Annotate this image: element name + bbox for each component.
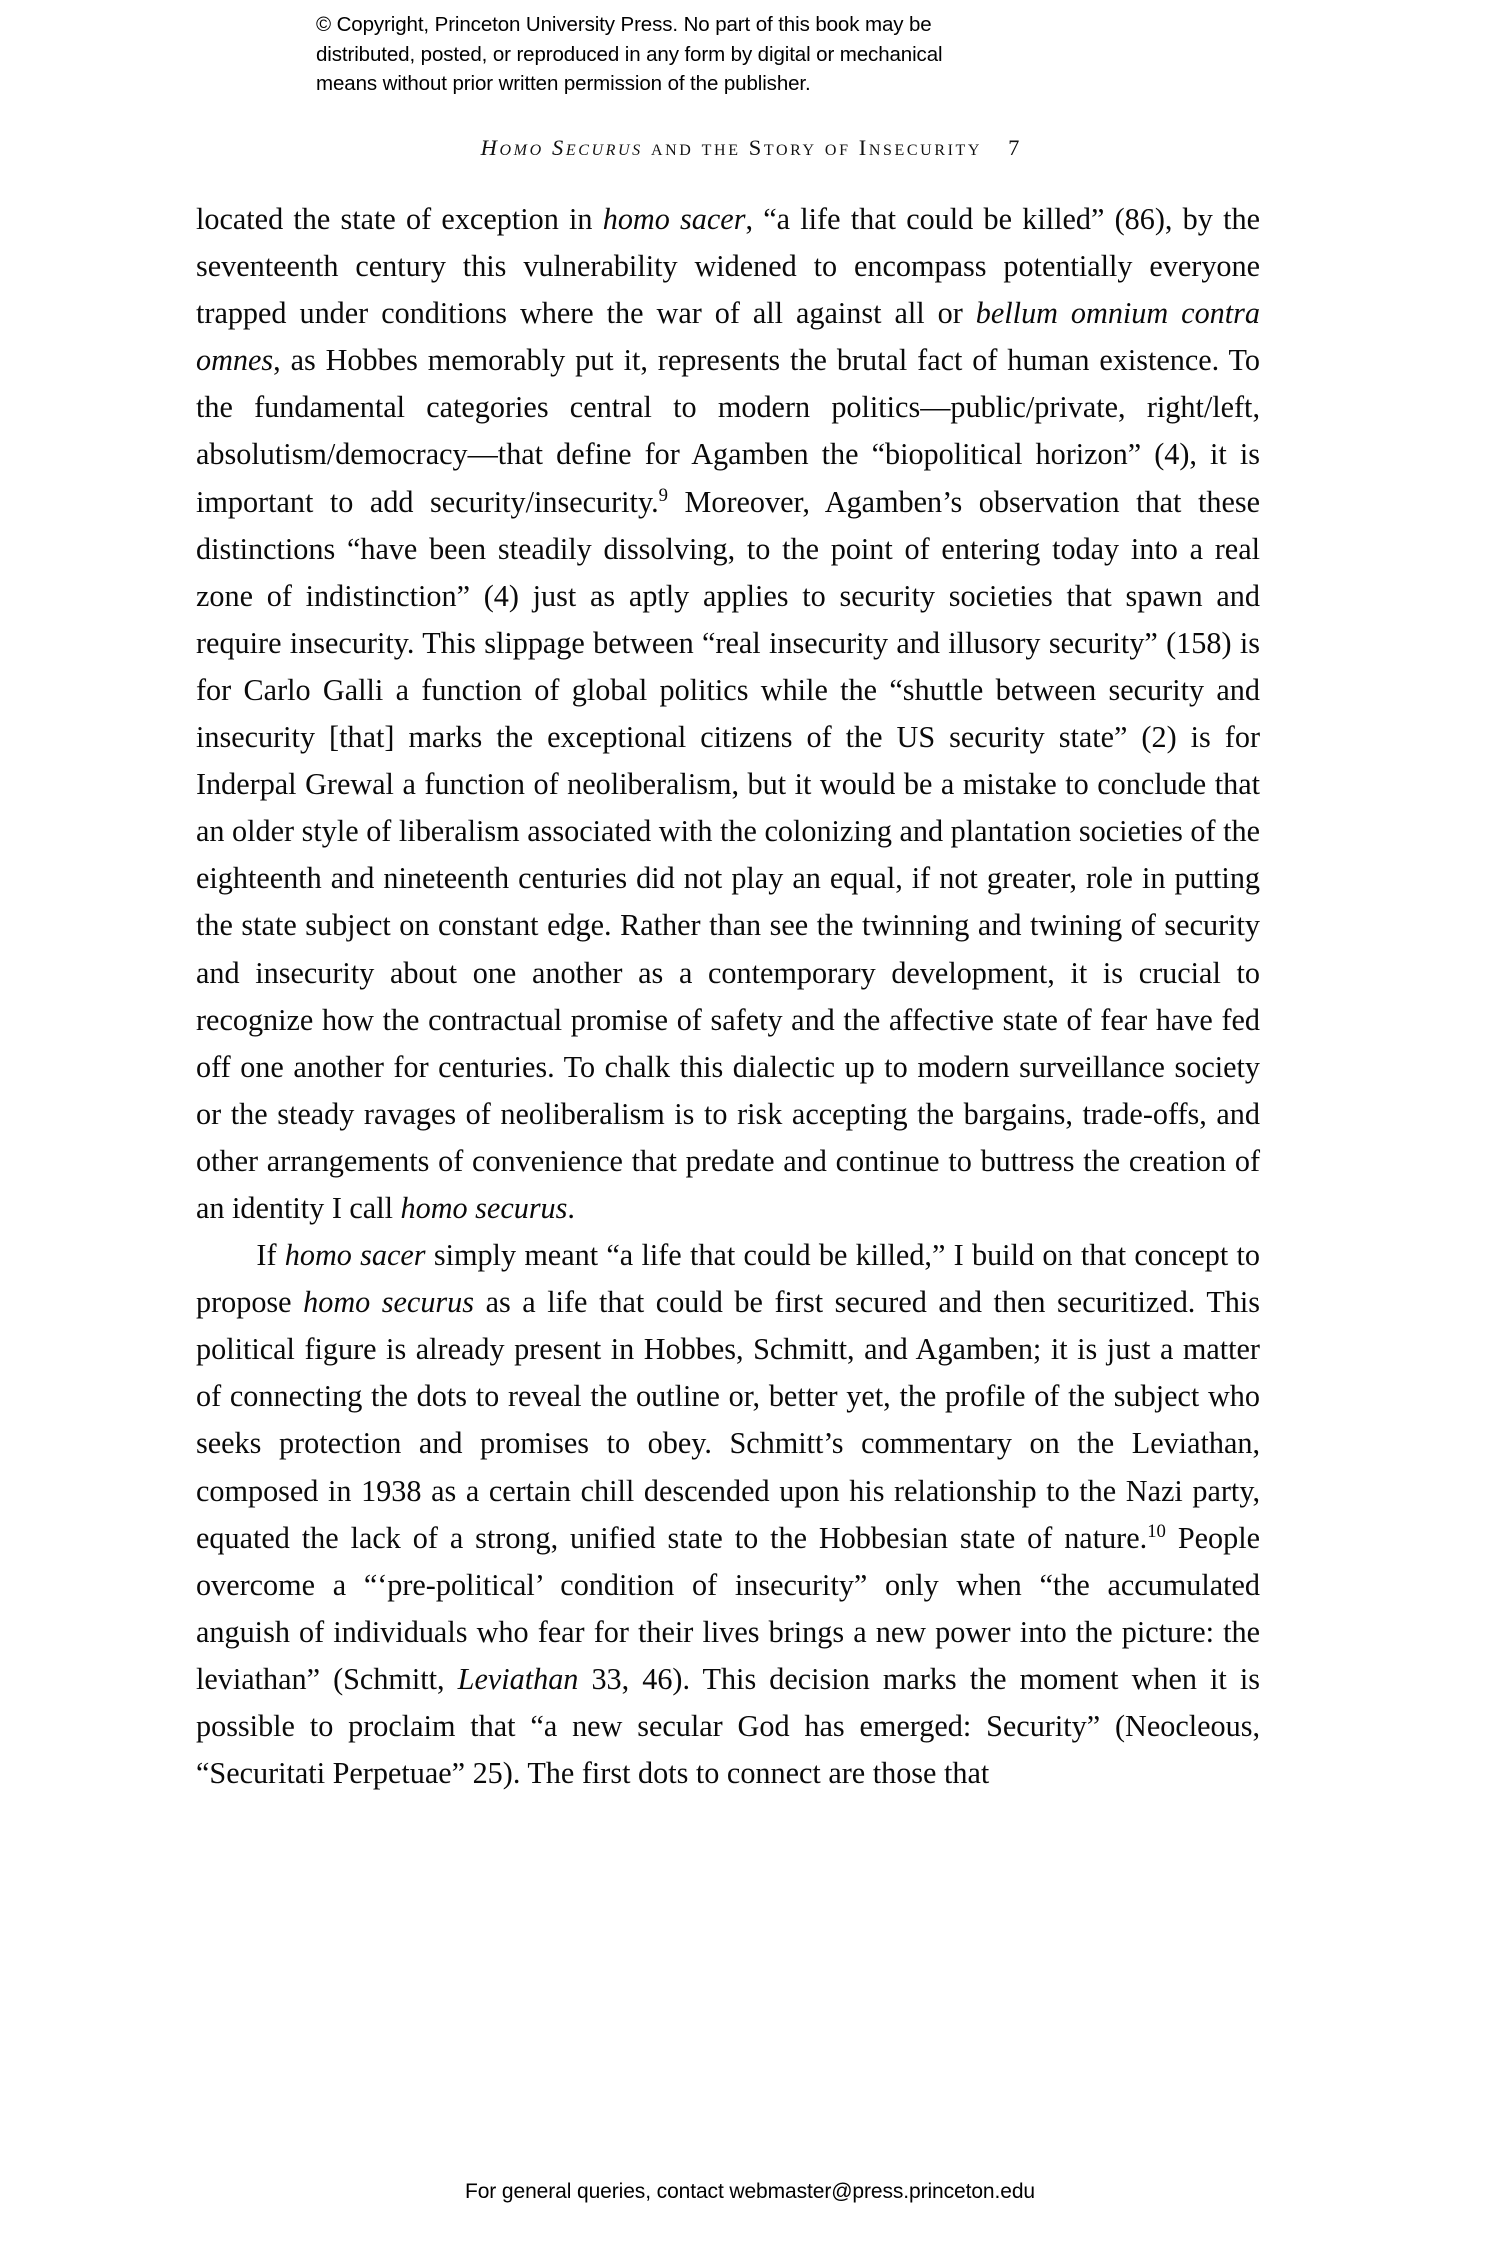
italic-run: homo sacer <box>284 1238 426 1273</box>
running-head-inner <box>481 135 1020 161</box>
paragraph-continuation: located the state of exception in homo sacer, “a life that could be killed” (86), by the seventeenth century this vulnerability widened to encompass potentially everyone trapped under conditions where the war of all against all or bellum omnium contra omnes, as Hobbes memorably put it, represents the brutal fact of human existence. To the fundamental categories central to modern politics—public/private, right/left, absolutism/democracy—that define for Agamben the “biopolitical horizon” (4), it is important to add security/insecurity.$^9$ Moreover, Agamben’s observation that these distinctions “have been steadily dissolving, to the point of entering today into a real zone of indistinction” (4) just as aptly applies to security societies that spawn and require insecurity. This slippage between “real insecurity and illusory security” (158) is for Carlo Galli a function of global politics while the “shuttle between security and insecurity [that] marks the exceptional citizens of the US security state” (2) is for Inderpal Grewal a function of neoliberalism, but it would be a mistake to conclude that an older style of liberalism associated with the colonizing and plantation societies of the eighteenth and nineteenth centuries did not play an equal, if not greater, role in putting the state subject on constant edge. Rather than see the twinning and twining of security and insecurity about one another as a contemporary development, it is crucial to recognize how the contractual promise of safety and the affective state of fear have fed off one another for centuries. To chalk this dialectic up to modern surveillance society or the steady ravages of neoliberalism is to risk accepting the bargains, trade-offs, and other arrangements of convenience that predate and continue to buttress the creation of an identity I call homo securus. <box>196 202 1261 1225</box>
italic-run: homo securus <box>400 1190 568 1225</box>
running-head <box>0 135 1500 161</box>
page-footer <box>0 2180 1500 2204</box>
copyright-notice <box>316 10 1186 99</box>
running-head-title-roman: and the Story of Insecurity <box>642 135 983 160</box>
italic-run: homo securus <box>303 1285 475 1320</box>
body-text-column <box>196 196 1260 1797</box>
running-head-title-italic: Homo Securus <box>480 135 643 160</box>
italic-run: bellum omnium contra omnes <box>196 296 1260 378</box>
copyright-notice-line-2: distributed, posted, or reproduced in any form by digital or mechanical <box>316 42 943 66</box>
italic-run: Leviathan <box>457 1661 579 1696</box>
page-number: 7 <box>1008 135 1020 160</box>
copyright-notice-line-1: © Copyright, Princeton University Press. No part of this book may be <box>316 13 932 36</box>
italic-run: homo sacer <box>602 202 746 236</box>
running-head-title <box>481 135 982 160</box>
footnote-reference-9[interactable]: 9 <box>658 484 668 506</box>
copyright-notice-line-3: means without prior written permission of the publisher. <box>316 72 811 95</box>
footer-queries-text: For general queries, contact webmaster@press.princeton.edu <box>465 2180 1035 2203</box>
paragraph-homo-securus: If homo sacer simply meant “a life that could be killed,” I build on that concept to propose homo securus as a life that could be first secured and then securitized. This political figure is already present in Hobbes, Schmitt, and Agamben; it is just a matter of connecting the dots to reveal the outline or, better yet, the profile of the subject who seeks protection and promises to obey. Schmitt’s commentary on the Leviathan, composed in 1938 as a certain chill descended upon his relationship to the Nazi party, equated the lack of a strong, unified state to the Hobbesian state of nature.$^{10}$ People overcome a “‘pre-political’ condition of insecurity” only when “the accumulated anguish of individuals who fear for their lives brings a new power into the picture: the leviathan” (Schmitt, Leviathan 33, 46). This decision marks the moment when it is possible to proclaim that “a new secular God has emerged: Security” (Neocleous, “Securitati Perpetuae” 25). The first dots to connect are those that <box>196 1238 1261 1791</box>
footnote-reference-10[interactable]: 10 <box>1147 1520 1166 1542</box>
